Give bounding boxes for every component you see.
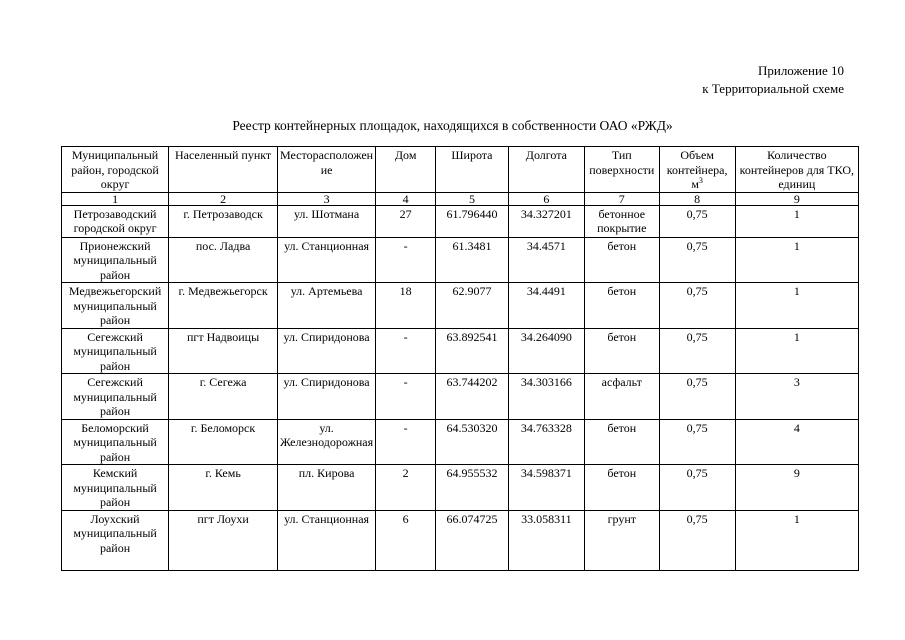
column-number: 9 xyxy=(735,192,858,205)
cell-district: Кемский муниципальный район xyxy=(62,465,169,511)
header-volume-text: Объем контейнера, м xyxy=(666,148,728,191)
cell-house: 2 xyxy=(376,465,436,511)
cell-volume: 0,75 xyxy=(659,465,735,511)
appendix-reference: к Территориальной схеме xyxy=(702,81,844,96)
cell-count: 1 xyxy=(735,205,858,237)
cell-volume: 0,75 xyxy=(659,374,735,420)
header-row xyxy=(62,147,859,193)
cell-location: ул. Железнодорожная xyxy=(278,419,376,465)
column-number: 6 xyxy=(508,192,584,205)
cell-latitude: 62.9077 xyxy=(436,283,509,329)
cell-volume: 0,75 xyxy=(659,419,735,465)
cell-house: 18 xyxy=(376,283,436,329)
cell-count: 3 xyxy=(735,374,858,420)
header-volume-sup: 3 xyxy=(698,176,703,185)
cell-house: - xyxy=(376,419,436,465)
header-volume xyxy=(659,147,735,193)
cell-surface: грунт xyxy=(584,510,659,570)
cell-longitude: 34.4571 xyxy=(508,237,584,283)
cell-surface: бетонное покрытие xyxy=(584,205,659,237)
table-row xyxy=(62,283,859,329)
header-district: Муниципальный район, городской округ xyxy=(62,147,169,193)
cell-district: Сегежский муниципальный район xyxy=(62,374,169,420)
cell-settlement: пгт Надвоицы xyxy=(169,328,278,374)
cell-district: Беломорский муниципальный район xyxy=(62,419,169,465)
column-number: 4 xyxy=(376,192,436,205)
cell-district: Сегежский муниципальный район xyxy=(62,328,169,374)
cell-count: 1 xyxy=(735,510,858,570)
column-number: 1 xyxy=(62,192,169,205)
cell-district: Лоухский муниципальный район xyxy=(62,510,169,570)
cell-count: 4 xyxy=(735,419,858,465)
header-house: Дом xyxy=(376,147,436,193)
table-row xyxy=(62,465,859,511)
column-number: 3 xyxy=(278,192,376,205)
header-location xyxy=(278,147,376,193)
cell-longitude: 33.058311 xyxy=(508,510,584,570)
column-number: 2 xyxy=(169,192,278,205)
cell-location: пл. Кирова xyxy=(278,465,376,511)
header-surface: Тип поверхности xyxy=(584,147,659,193)
header-settlement: Населенный пункт xyxy=(169,147,278,193)
table-row xyxy=(62,374,859,420)
cell-longitude: 34.4491 xyxy=(508,283,584,329)
cell-longitude: 34.598371 xyxy=(508,465,584,511)
cell-latitude: 66.074725 xyxy=(436,510,509,570)
cell-count: 1 xyxy=(735,237,858,283)
registry-table xyxy=(61,146,859,571)
cell-surface: бетон xyxy=(584,328,659,374)
column-number-row xyxy=(62,192,859,205)
cell-surface: бетон xyxy=(584,465,659,511)
cell-house: - xyxy=(376,374,436,420)
cell-house: - xyxy=(376,328,436,374)
cell-settlement: г. Сегежа xyxy=(169,374,278,420)
table-row xyxy=(62,510,859,570)
column-number: 8 xyxy=(659,192,735,205)
column-number: 5 xyxy=(436,192,509,205)
cell-house: - xyxy=(376,237,436,283)
cell-latitude: 61.3481 xyxy=(436,237,509,283)
cell-district: Медвежьегорский муниципальный район xyxy=(62,283,169,329)
cell-surface: асфальт xyxy=(584,374,659,420)
table-row xyxy=(62,419,859,465)
cell-count: 1 xyxy=(735,283,858,329)
cell-settlement: г. Медвежьегорск xyxy=(169,283,278,329)
cell-count: 9 xyxy=(735,465,858,511)
cell-district: Прионежский муниципальный район xyxy=(62,237,169,283)
cell-latitude: 64.955532 xyxy=(436,465,509,511)
cell-location: ул. Станционная xyxy=(278,510,376,570)
header-latitude: Широта xyxy=(436,147,509,193)
cell-latitude: 63.744202 xyxy=(436,374,509,420)
cell-house: 27 xyxy=(376,205,436,237)
cell-settlement: г. Кемь xyxy=(169,465,278,511)
cell-district: Петрозаводский городской округ xyxy=(62,205,169,237)
appendix-note xyxy=(702,62,844,98)
header-count: Количество контейнеров для ТКО, единиц xyxy=(735,147,858,193)
table-row xyxy=(62,328,859,374)
cell-volume: 0,75 xyxy=(659,510,735,570)
cell-surface: бетон xyxy=(584,419,659,465)
cell-settlement: г. Петрозаводск xyxy=(169,205,278,237)
header-longitude: Долгота xyxy=(508,147,584,193)
cell-latitude: 63.892541 xyxy=(436,328,509,374)
cell-longitude: 34.264090 xyxy=(508,328,584,374)
cell-longitude: 34.327201 xyxy=(508,205,584,237)
cell-location: ул. Шотмана xyxy=(278,205,376,237)
cell-volume: 0,75 xyxy=(659,283,735,329)
cell-longitude: 34.763328 xyxy=(508,419,584,465)
cell-count: 1 xyxy=(735,328,858,374)
table-row xyxy=(62,205,859,237)
document-title: Реестр контейнерных площадок, находящихся в собственности ОАО «РЖД» xyxy=(232,118,673,133)
cell-surface: бетон xyxy=(584,283,659,329)
appendix-number: Приложение 10 xyxy=(757,63,844,78)
cell-location: ул. Артемьева xyxy=(278,283,376,329)
cell-location: ул. Спиридонова xyxy=(278,328,376,374)
cell-latitude: 64.530320 xyxy=(436,419,509,465)
cell-settlement: г. Беломорск xyxy=(169,419,278,465)
cell-latitude: 61.796440 xyxy=(436,205,509,237)
header-location-text: Месторасположение xyxy=(280,148,374,177)
cell-location: ул. Спиридонова xyxy=(278,374,376,420)
cell-settlement: пгт Лоухи xyxy=(169,510,278,570)
table-row xyxy=(62,237,859,283)
cell-volume: 0,75 xyxy=(659,205,735,237)
column-number: 7 xyxy=(584,192,659,205)
cell-house: 6 xyxy=(376,510,436,570)
cell-longitude: 34.303166 xyxy=(508,374,584,420)
cell-location: ул. Станционная xyxy=(278,237,376,283)
cell-settlement: пос. Ладва xyxy=(169,237,278,283)
cell-surface: бетон xyxy=(584,237,659,283)
cell-volume: 0,75 xyxy=(659,237,735,283)
registry-body xyxy=(62,205,859,570)
cell-volume: 0,75 xyxy=(659,328,735,374)
